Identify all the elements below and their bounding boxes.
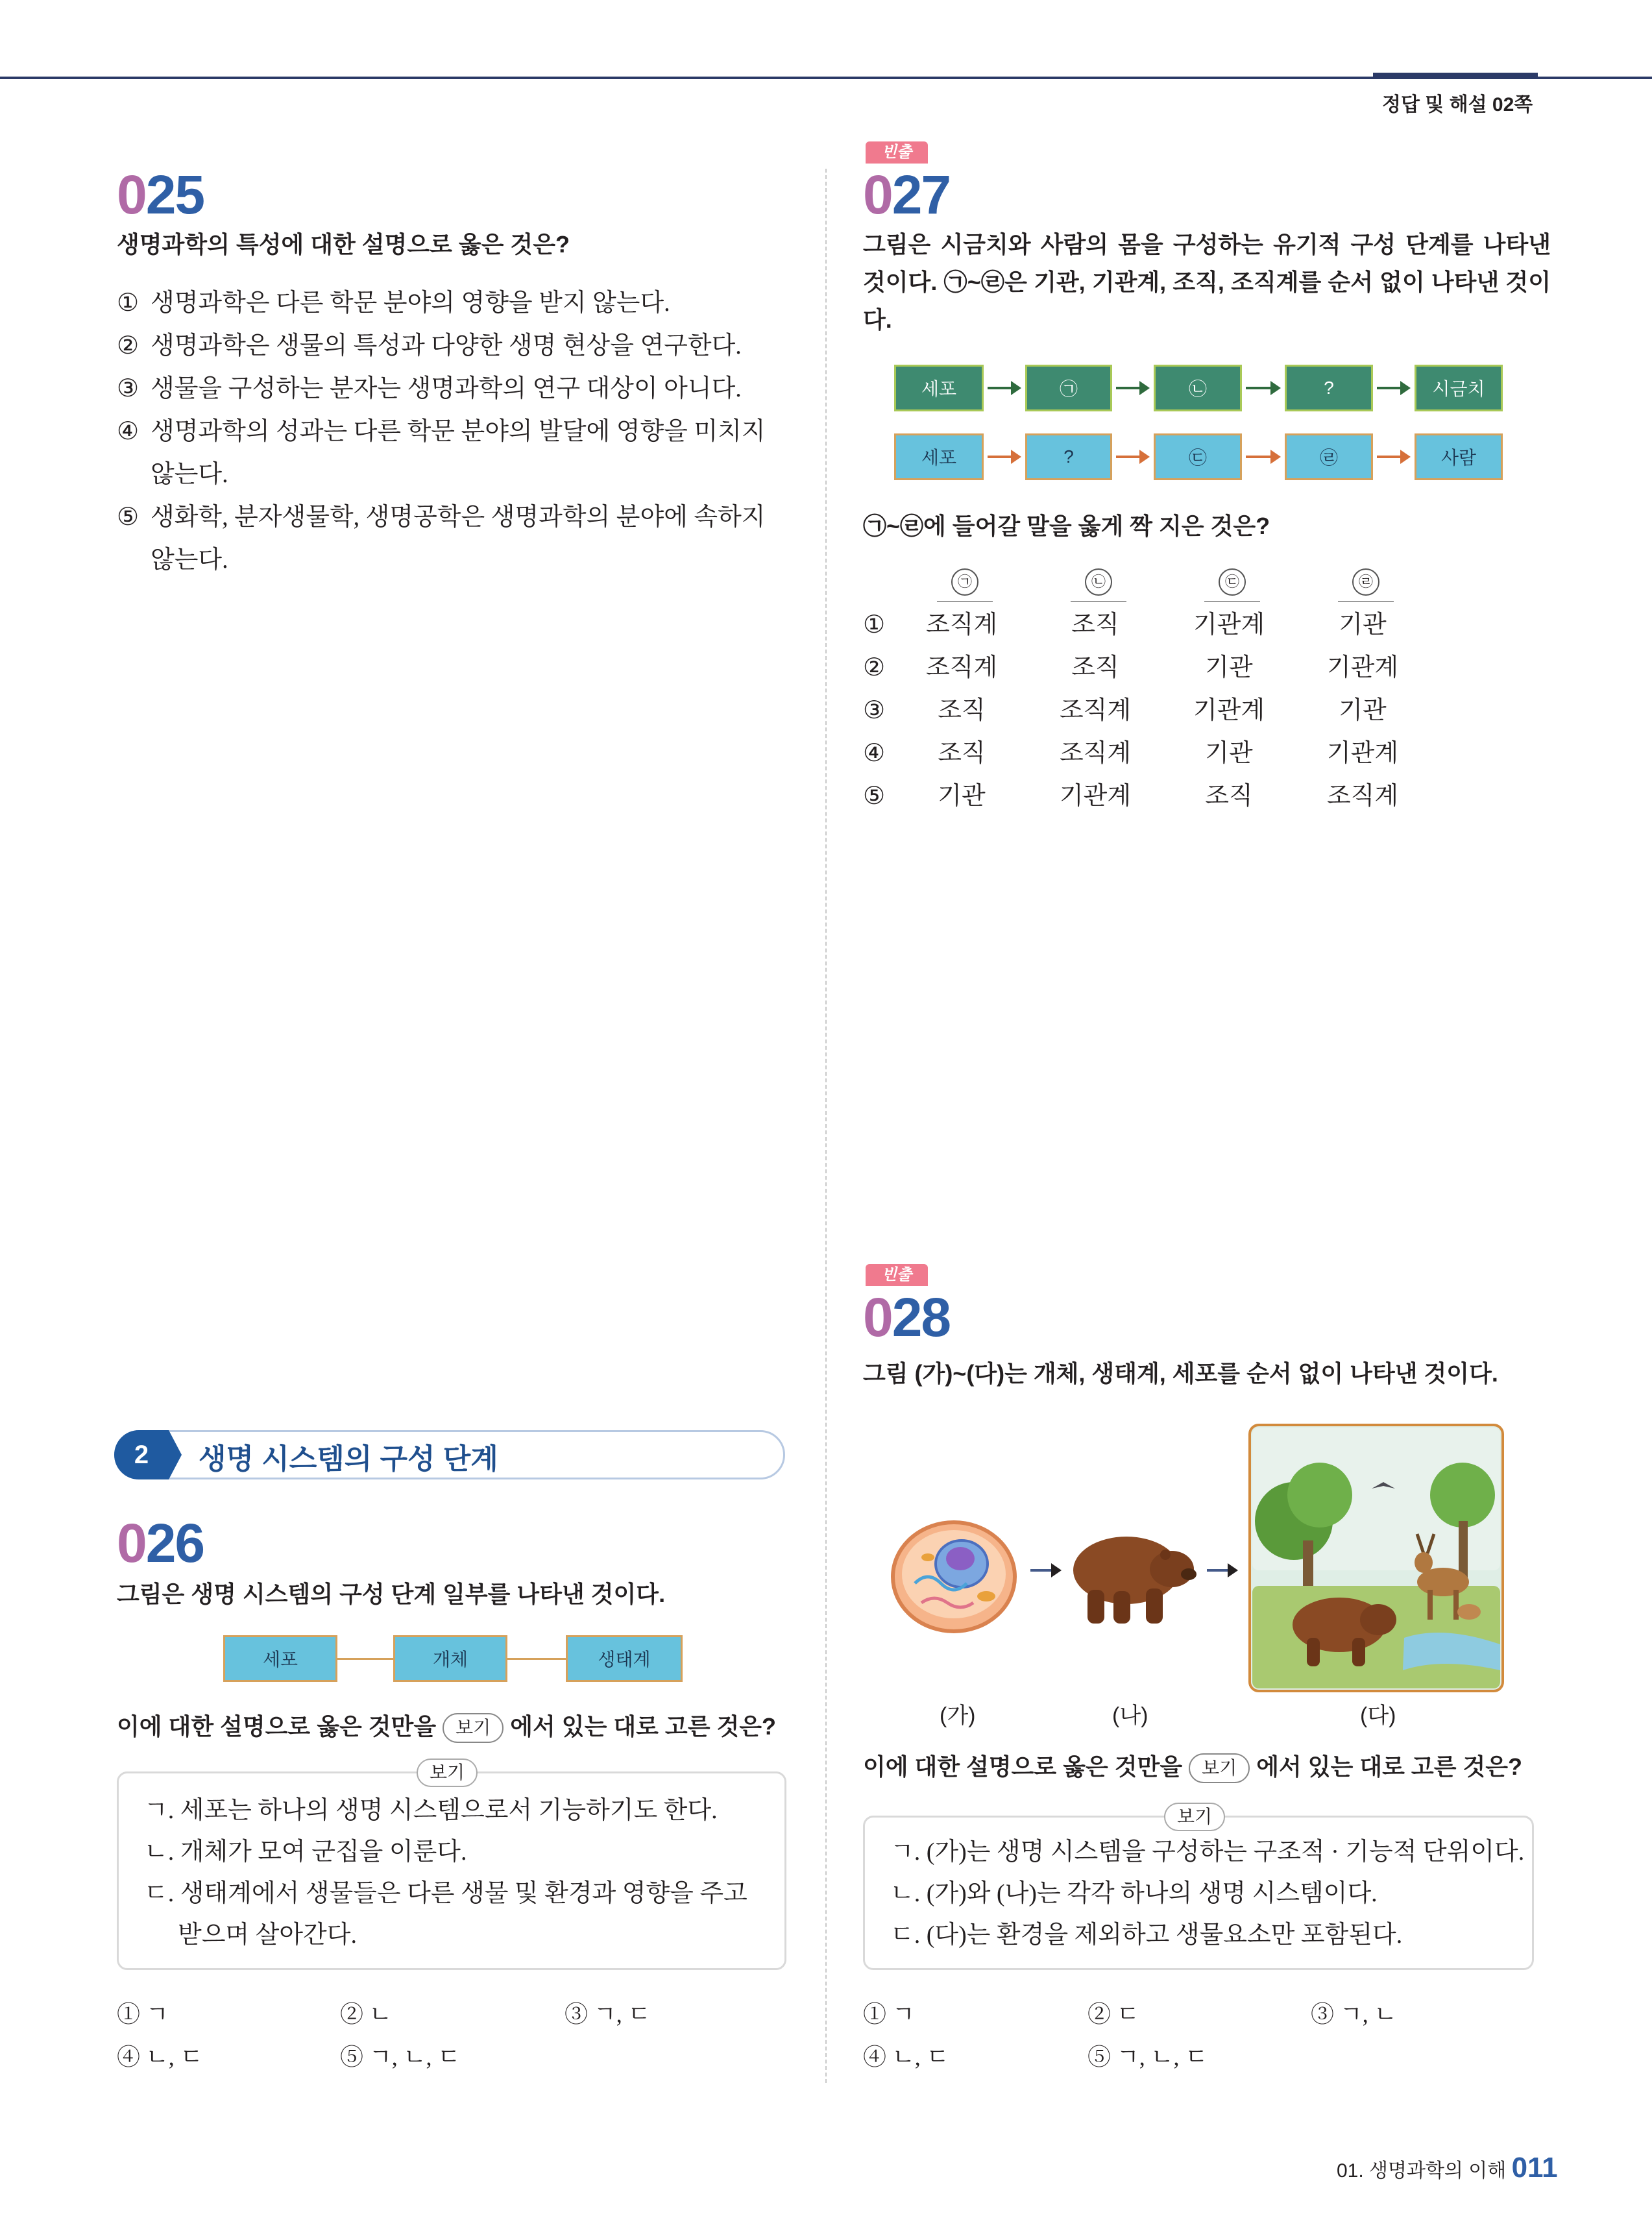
bogi-item-b: ㄴ. (가)와 (나)는 각각 하나의 생명 시스템이다.	[890, 1880, 1378, 1907]
caption-na: (나)	[1112, 1703, 1148, 1728]
flow-box-organism: 개체	[393, 1635, 507, 1682]
flow-box-cell: 세포	[894, 365, 984, 411]
bogi-item-c: ㄷ. 생태계에서 생물들은 다른 생물 및 환경과 영향을 주고받으며 살아간다.	[144, 1880, 747, 1949]
arrow-icon	[1116, 456, 1147, 458]
section-title: 생명 시스템의 구성 단계	[199, 1443, 498, 1475]
footer-chapter: 01. 생명과학의 이해 011	[1337, 2152, 1558, 2184]
arrow-icon	[1207, 1569, 1235, 1572]
option-3[interactable]: ③ ㄱ, ㄷ	[565, 2001, 651, 2027]
bogi-item-c: ㄷ. (다)는 환경을 제외하고 생물요소만 포함된다.	[890, 1921, 1403, 1949]
table-header-a: ㉠	[936, 568, 994, 602]
arrow-icon	[988, 387, 1019, 389]
question-stem: 그림은 시금치와 사람의 몸을 구성하는 유기적 구성 단계를 나타낸 것이다. ㉠~㉣은 기관, 기관계, 조직, 조직계를 순서 없이 나타낸 것이다.	[863, 231, 1551, 333]
choice-2[interactable]: ② 생명과학은 생물의 특성과 다양한 생명 현상을 연구한다.	[117, 332, 742, 359]
flow-box-b: ㉡	[1154, 365, 1242, 411]
table-header-d: ㉣	[1337, 568, 1395, 602]
flow-connector	[507, 1658, 566, 1660]
bear-illustration	[1062, 1518, 1198, 1629]
bogi-item-a: ㄱ. 세포는 하나의 생명 시스템으로서 기능하기도 한다.	[144, 1797, 718, 1824]
flow-box-spinach: 시금치	[1415, 365, 1503, 411]
question-stem: 생명과학의 특성에 대한 설명으로 옳은 것은?	[117, 231, 570, 258]
flow-box-human: 사람	[1415, 433, 1503, 480]
choice-4[interactable]: ④ 생명과학의 성과는 다른 학문 분야의 발달에 영향을 미치지 않는다.	[117, 418, 766, 488]
option-5[interactable]: ⑤ ㄱ, ㄴ, ㄷ	[1087, 2044, 1208, 2070]
cell-illustration	[889, 1512, 1019, 1635]
choice-5[interactable]: ⑤ 생화학, 분자생물학, 생명공학은 생명과학의 분야에 속하지 않는다.	[117, 504, 766, 574]
page-number: 011	[1511, 2152, 1558, 2184]
flow-box-d: ㉣	[1285, 433, 1373, 480]
section-number: 2	[114, 1430, 169, 1479]
option-3[interactable]: ③ ㄱ, ㄴ	[1311, 2001, 1397, 2027]
flow-connector	[337, 1658, 393, 1660]
flow-box-cell: 세포	[223, 1635, 337, 1682]
frequent-badge: 빈출	[866, 1264, 928, 1286]
bogi-label: 보기	[1164, 1803, 1225, 1831]
question-prompt: 이에 대한 설명으로 옳은 것만을 보기 에서 있는 대로 고른 것은?	[117, 1708, 805, 1746]
header-rule-accent	[1373, 73, 1538, 79]
question-number-026: 026	[117, 1513, 204, 1574]
option-1[interactable]: ① ㄱ	[117, 2001, 169, 2027]
flow-box-unknown: ?	[1285, 365, 1373, 411]
choice-1[interactable]: ① 생명과학은 다른 학문 분야의 영향을 받지 않는다.	[117, 289, 670, 317]
arrow-icon	[1246, 456, 1278, 458]
option-2[interactable]: ② ㄷ	[1087, 2001, 1139, 2027]
question-stem: 그림은 생명 시스템의 구성 단계 일부를 나타낸 것이다.	[117, 1581, 666, 1607]
frequent-badge: 빈출	[866, 141, 928, 164]
column-divider	[825, 169, 827, 2083]
ecosystem-illustration	[1248, 1424, 1504, 1692]
arrow-icon	[988, 456, 1019, 458]
arrow-icon	[1246, 387, 1278, 389]
question-stem: 그림 (가)~(다)는 개체, 생태계, 세포를 순서 없이 나타낸 것이다.	[863, 1360, 1498, 1387]
flow-box-cell: 세포	[894, 433, 984, 480]
bogi-item-b: ㄴ. 개체가 모여 군집을 이룬다.	[144, 1838, 467, 1866]
flow-box-unknown: ?	[1025, 433, 1112, 480]
choice-list	[117, 282, 792, 581]
option-2[interactable]: ② ㄴ	[340, 2001, 392, 2027]
bogi-item-a: ㄱ. (가)는 생명 시스템을 구성하는 구조적 · 기능적 단위이다.	[890, 1838, 1525, 1866]
caption-ga: (가)	[940, 1703, 976, 1728]
flow-box-a: ㉠	[1025, 365, 1112, 411]
flow-box-ecosystem: 생태계	[566, 1635, 683, 1682]
arrow-icon	[1377, 456, 1408, 458]
table-header-b: ㉡	[1069, 568, 1128, 602]
option-5[interactable]: ⑤ ㄱ, ㄴ, ㄷ	[340, 2044, 461, 2070]
question-prompt: 이에 대한 설명으로 옳은 것만을 보기 에서 있는 대로 고른 것은?	[863, 1748, 1557, 1786]
arrow-icon	[1030, 1569, 1059, 1572]
question-number-027: 027	[863, 164, 951, 225]
question-number-028: 028	[863, 1287, 951, 1348]
question-number-025: 025	[117, 164, 204, 225]
choice-3[interactable]: ③ 생물을 구성하는 분자는 생명과학의 연구 대상이 아니다.	[117, 375, 742, 402]
answer-reference: 정답 및 해설 02쪽	[1382, 94, 1533, 116]
option-4[interactable]: ④ ㄴ, ㄷ	[863, 2044, 949, 2070]
flow-box-c: ㉢	[1154, 433, 1242, 480]
caption-da: (다)	[1360, 1703, 1396, 1728]
arrow-icon	[1377, 387, 1408, 389]
option-4[interactable]: ④ ㄴ, ㄷ	[117, 2044, 203, 2070]
option-1[interactable]: ① ㄱ	[863, 2001, 915, 2027]
table-header-c: ㉢	[1203, 568, 1261, 602]
question-prompt: ㉠~㉣에 들어갈 말을 옳게 짝 지은 것은?	[863, 513, 1270, 539]
arrow-icon	[1116, 387, 1147, 389]
bogi-label: 보기	[417, 1758, 478, 1787]
